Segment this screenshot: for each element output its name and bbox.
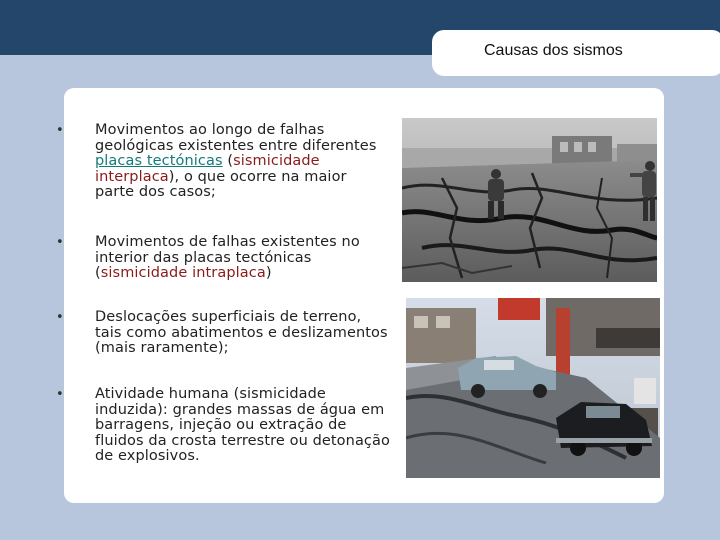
- bullet-text: Deslocações superficiais de terreno, tais como abatimentos e deslizamentos (mais raramente);: [95, 309, 388, 356]
- earthquake-crack-photo: [402, 118, 657, 282]
- bullet-text: Atividade humana (sismicidade induzida): grandes massas de água em barragens, injeção ou extração de fluidos da crosta terrestre ou detonação de explosivos.: [95, 386, 390, 464]
- link-placas-tectonicas[interactable]: placas tectónicas: [95, 153, 223, 169]
- bullet-text: Movimentos de falhas existentes no interior das placas tectónicas (sismicidade intraplaca): [95, 234, 360, 281]
- content-panel: [56, 88, 664, 503]
- slide-title: Causas dos sismos: [484, 42, 623, 59]
- bullet-dot: •: [56, 310, 64, 325]
- highlight-term: sismicidade intraplaca: [100, 265, 266, 281]
- highlight-term: sismicidade interplaca: [95, 153, 320, 185]
- collapsed-street-photo: [406, 298, 660, 478]
- bullet-dot: •: [56, 235, 64, 250]
- bullet-dot: •: [56, 123, 64, 138]
- bullet-dot: •: [56, 387, 64, 402]
- bullet-text: Movimentos ao longo de falhas geológicas existentes entre diferentes placas tectónicas (sismicidade interplaca), o que ocorre na maior parte dos casos;: [95, 122, 377, 200]
